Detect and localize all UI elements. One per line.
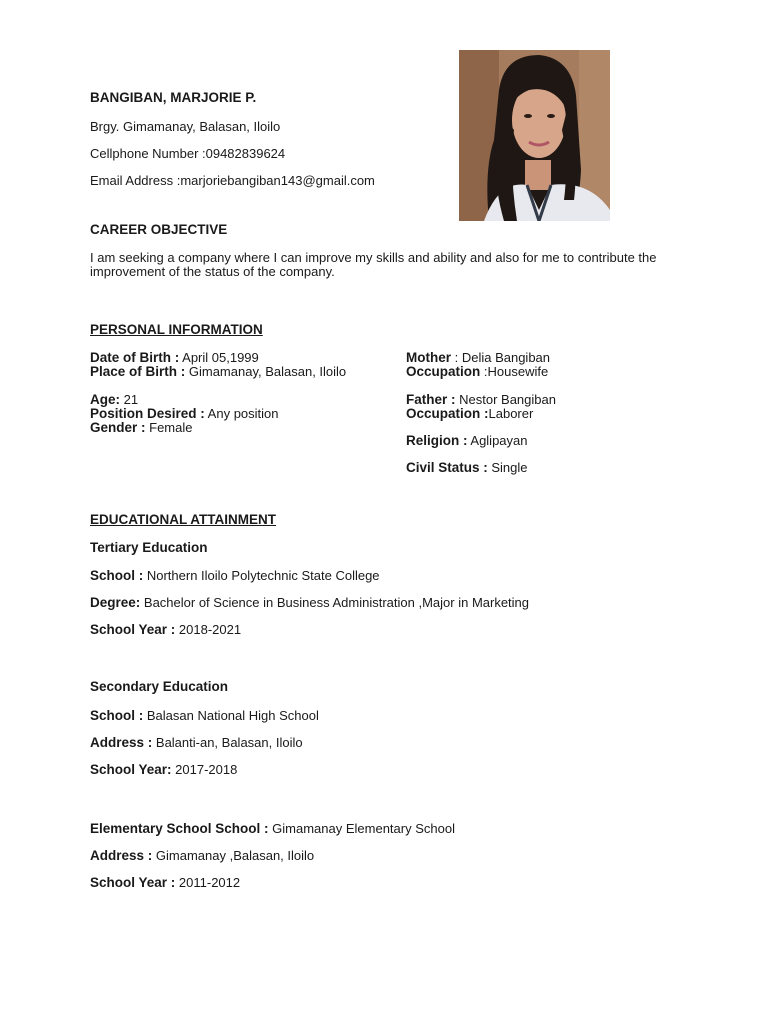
elementary-address-row [90,847,314,865]
religion-label: Religion : [406,433,468,448]
gender-row [90,419,192,437]
father-value: Nestor Bangiban [455,392,556,407]
secondary-school-value: Balasan National High School [143,708,319,723]
tertiary-school-value: Northern Iloilo Polytechnic State College [143,568,380,583]
position-desired-value: Any position [204,406,279,421]
tertiary-year-value: 2018-2021 [175,622,242,637]
place-of-birth-label: Place of Birth : [90,364,186,379]
place-of-birth-row [90,363,346,381]
father-occupation-value: Laborer [488,406,534,421]
home-address: Brgy. Gimamanay, Balasan, Iloilo [90,119,281,134]
personal-information-heading: PERSONAL INFORMATION [90,322,263,337]
secondary-education-title: Secondary Education [90,679,229,694]
secondary-school-row [90,707,319,725]
date-of-birth-value: April 05,1999 [179,350,259,365]
tertiary-degree-value: Bachelor of Science in Business Administration ,Major in Marketing [140,595,530,610]
religion-row [406,432,528,450]
mother-occupation-row [406,363,548,381]
tertiary-year-row [90,621,241,639]
applicant-photo [459,50,610,221]
secondary-year-row [90,761,237,779]
mother-occupation-value: :Housewife [480,364,549,379]
secondary-address-row [90,734,303,752]
elementary-year-value: 2011-2012 [175,875,241,890]
tertiary-year-label: School Year : [90,622,176,637]
elementary-year-label: School Year : [90,875,176,890]
mother-label: Mother [406,350,451,365]
father-label: Father : [406,392,456,407]
tertiary-education-title: Tertiary Education [90,540,208,555]
age-label: Age: [90,392,120,407]
civil-status-label: Civil Status : [406,460,488,475]
father-occupation-row [406,405,533,423]
secondary-year-label: School Year: [90,762,172,777]
elementary-school-label: Elementary School School : [90,821,269,836]
email-address: Email Address :marjoriebangiban143@gmail.com [90,173,375,188]
educational-attainment-heading: EDUCATIONAL ATTAINMENT [90,512,276,527]
secondary-address-label: Address : [90,735,153,750]
gender-value: Female [145,420,193,435]
secondary-school-label: School : [90,708,144,723]
tertiary-degree-label: Degree: [90,595,141,610]
position-desired-label: Position Desired : [90,406,205,421]
tertiary-school-row [90,567,380,585]
secondary-year-value: 2017-2018 [171,762,238,777]
career-objective-heading: CAREER OBJECTIVE [90,222,228,237]
civil-status-row [406,459,528,477]
cellphone-number: Cellphone Number :09482839624 [90,146,286,161]
elementary-school-row [90,820,455,838]
civil-status-value: Single [487,460,528,475]
father-occupation-label: Occupation : [406,406,489,421]
tertiary-degree-row [90,594,529,612]
elementary-address-value: Gimamanay ,Balasan, Iloilo [152,848,315,863]
gender-label: Gender : [90,420,146,435]
place-of-birth-value: Gimamanay, Balasan, Iloilo [185,364,347,379]
secondary-address-value: Balanti-an, Balasan, Iloilo [152,735,303,750]
tertiary-school-label: School : [90,568,144,583]
elementary-school-value: Gimamanay Elementary School [268,821,455,836]
mother-value: : Delia Bangiban [451,350,551,365]
date-of-birth-label: Date of Birth : [90,350,180,365]
age-value: 21 [120,392,139,407]
elementary-year-row [90,874,240,892]
religion-value: Aglipayan [467,433,528,448]
applicant-name: BANGIBAN, MARJORIE P. [90,90,257,105]
career-objective-text: I am seeking a company where I can improve my skills and ability and also for me to contribute the improvement of the status of the company. [90,250,657,279]
elementary-address-label: Address : [90,848,153,863]
mother-occupation-label: Occupation [406,364,481,379]
